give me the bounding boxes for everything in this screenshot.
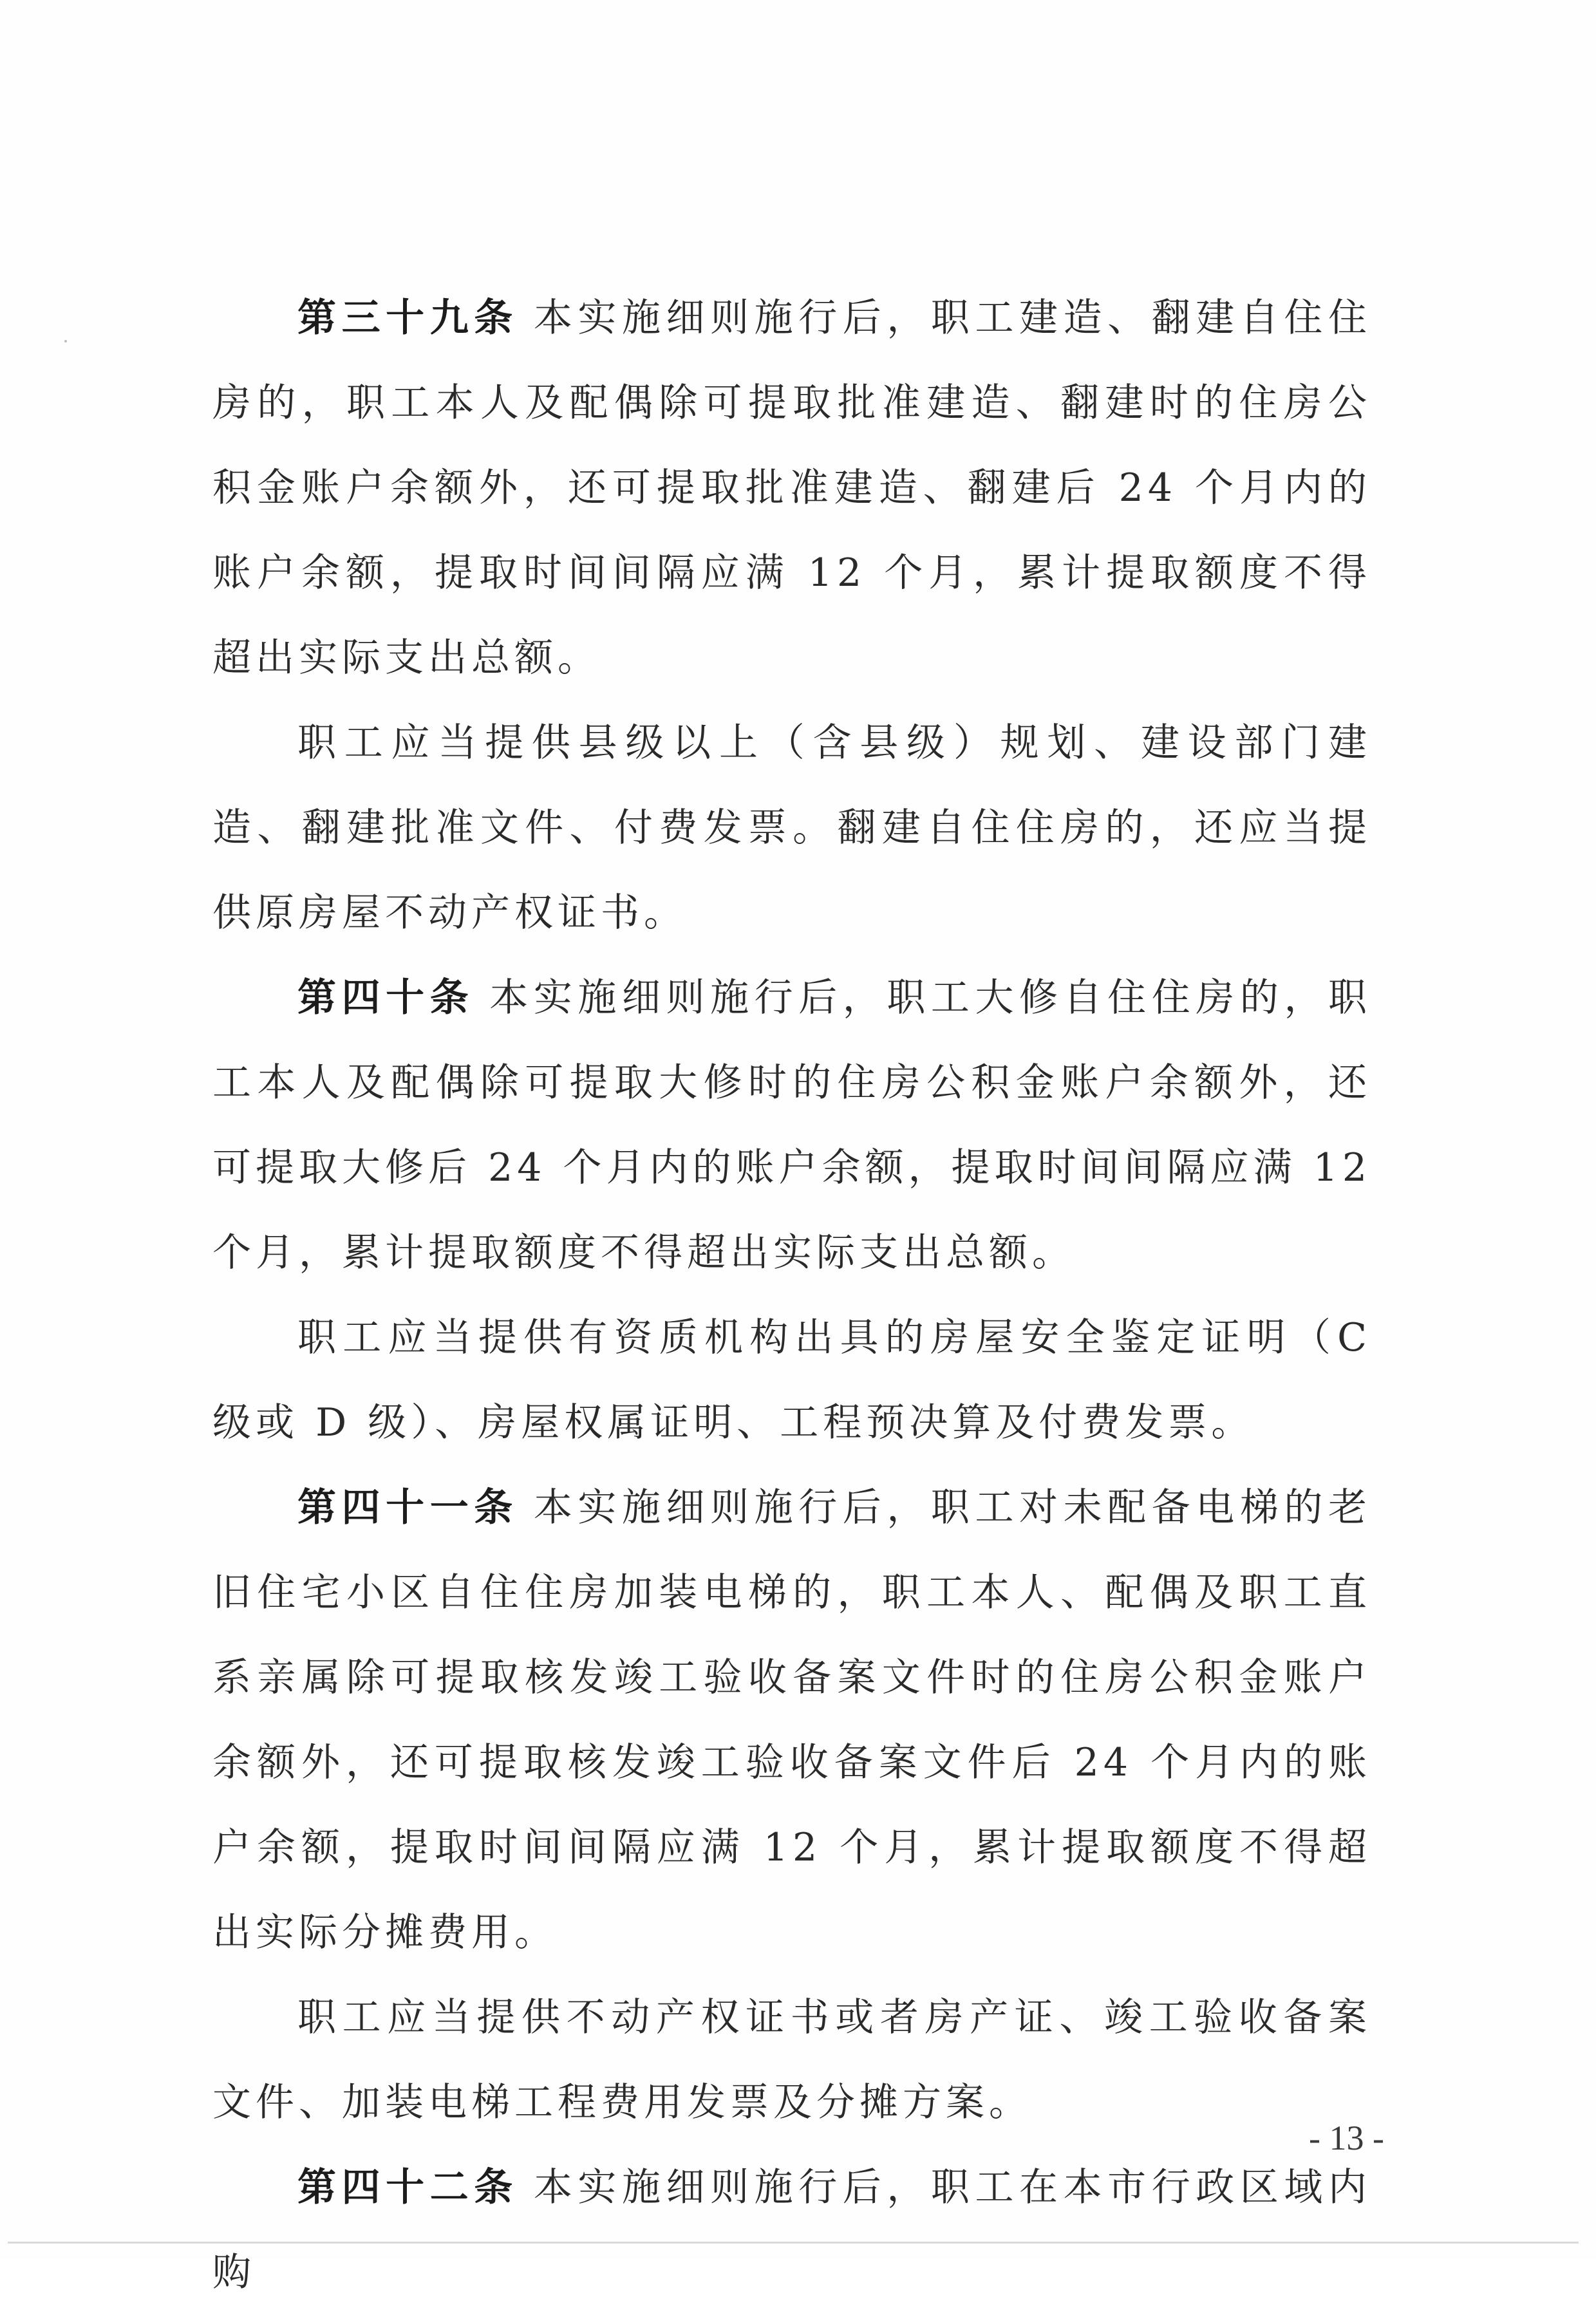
- article-heading: 第四十一条: [297, 1485, 518, 1530]
- paragraph-article-40: [212, 955, 1371, 1295]
- paragraph-text: 本实施细则施行后，职工建造、翻建自住住房的，职工本人及配偶除可提取批准建造、翻建时的住房公积金账户余额外，还可提取批准建造、翻建后 24 个月内的账户余额，提取时间间隔应满 12 个月，累计提取额度不得超出实际支出总额。: [212, 295, 1372, 680]
- paragraph-text: 职工应当提供有资质机构出具的房屋安全鉴定证明（C 级或 D 级）、房屋权属证明、工程预决算及付费发票。: [212, 1315, 1371, 1445]
- paragraph-text: 职工应当提供不动产权证书或者房产证、竣工验收备案文件、加装电梯工程费用发票及分摊方案。: [212, 1995, 1371, 2125]
- paragraph-article-39: [212, 276, 1371, 700]
- paragraph-text: 职工应当提供县级以上（含县级）规划、建设部门建造、翻建批准文件、付费发票。翻建自住住房的，还应当提供原房屋不动产权证书。: [212, 720, 1371, 935]
- paragraph-text: 本实施细则施行后，职工对未配备电梯的老旧住宅小区自住住房加装电梯的，职工本人、配偶及职工直系亲属除可提取核发竣工验收备案文件时的住房公积金账户余额外，还可提取核发竣工验收备案文件后 24 个月内的账户余额，提取时间间隔应满 12 个月，累计提取额度不得超出实际分摊费用。: [212, 1485, 1372, 1955]
- paragraph-article-39-requirements: [212, 700, 1371, 955]
- paragraph-article-40-requirements: [212, 1295, 1371, 1465]
- article-heading: 第四十条: [297, 975, 474, 1020]
- paragraph-article-41: [212, 1465, 1371, 1975]
- document-body: [212, 276, 1371, 2315]
- paragraph-article-41-requirements: [212, 1975, 1371, 2145]
- scan-speck: [64, 340, 67, 342]
- paragraph-text: 本实施细则施行后，职工大修自住住房的，职工本人及配偶除可提取大修时的住房公积金账户余额外，还可提取大修后 24 个月内的账户余额，提取时间间隔应满 12 个月，累计提取额度不得超出实际支出总额。: [212, 975, 1372, 1275]
- page-number: - 13 -: [1309, 2119, 1384, 2157]
- article-heading: 第四十二条: [297, 2165, 518, 2210]
- scan-bottom-edge: [8, 2242, 1579, 2244]
- paragraph-text: 本实施细则施行后，职工在本市行政区域内购: [212, 2165, 1372, 2295]
- article-heading: 第三十九条: [297, 295, 518, 341]
- paragraph-article-42: [212, 2145, 1371, 2315]
